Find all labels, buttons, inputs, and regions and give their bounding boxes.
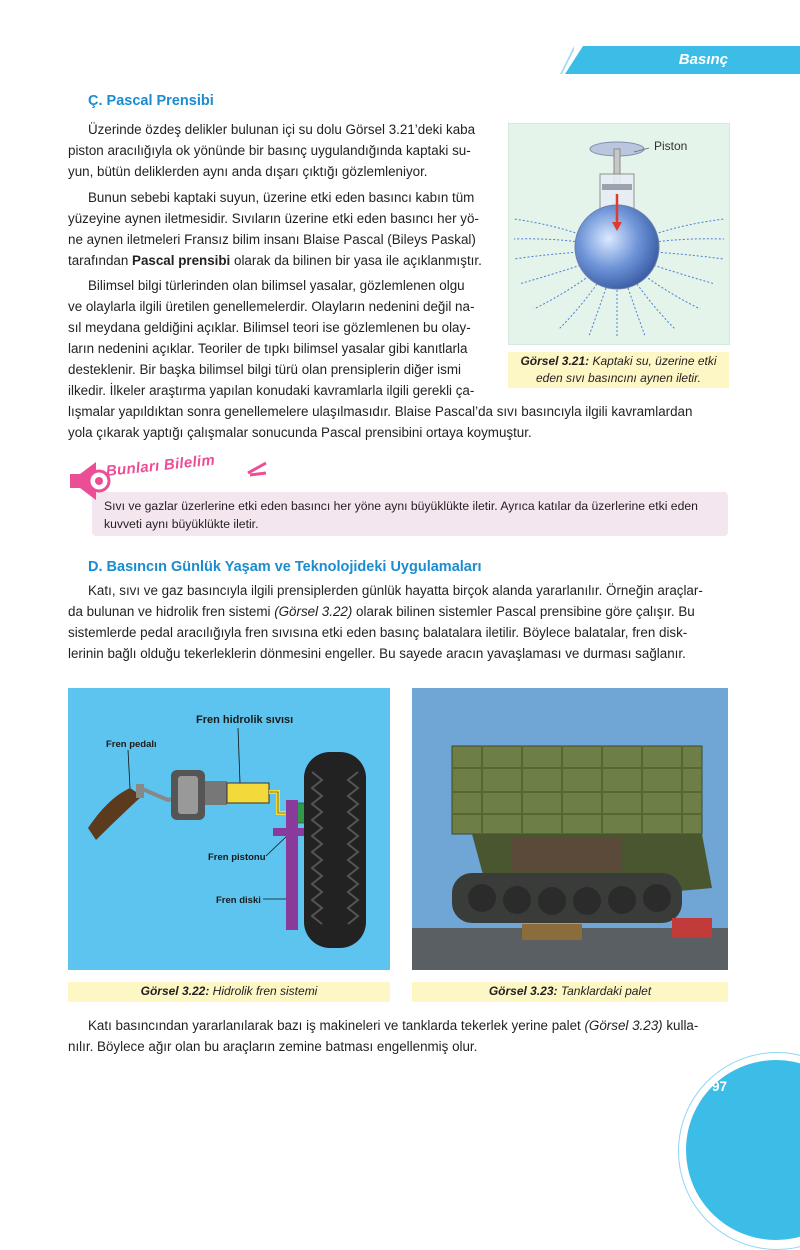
info-box-title: Bunları Bilelim [105, 451, 216, 480]
text-line: sistemlerde pedal aracılığıyla fren sıvısına etki eden basınç balatalara iletilir. Böylece balatalar, fren disk- [68, 625, 688, 640]
text-line: ilkedir. İlkeler araştırma yapılan konudaki kavramlarla ilgili gerekli ça- [68, 383, 475, 398]
page-number: 97 [712, 1079, 728, 1094]
label-brake-piston: Fren pistonu [208, 852, 266, 863]
text-span: tarafından [68, 253, 133, 268]
paragraph-1 [68, 119, 475, 182]
text-line: ne aynen iletmeleri Fransız bilim insanı Blaise Pascal (Bileys Paskal) [68, 232, 476, 247]
paragraph-2 [68, 187, 482, 271]
caption-text: Hidrolik fren sistemi [209, 984, 318, 998]
text-span: da bulunan ve hidrolik fren sistemi [68, 604, 275, 619]
text-line: yun, bütün deliklerden aynı anda dışarı çıktığı gözlemleniyor. [68, 164, 428, 179]
caption-text: Kaptaki su, üzerine etki [589, 354, 717, 368]
text-line: lerinin bağlı olduğu tekerleklerin dönmesini engeller. Bu sayede aracın yavaşlaması ve durması sağlanır. [68, 646, 686, 661]
caption-label: Görsel 3.22: [140, 984, 210, 998]
text-line: ların nedenini açıklar. Teoriler de tıpkı bilimsel yasalar gibi kanıtlarla [68, 341, 468, 356]
text-line: nılır. Böylece ağır olan bu araçların zemine batması engellenmiş olur. [68, 1039, 478, 1054]
pascal-principle-term: Pascal prensibi [132, 253, 231, 268]
section-title-pascal: Ç. Pascal Prensibi [88, 93, 214, 109]
text-line: ve olaylarla ilgili üretilen genellemelerdir. Olayların nedenini değil na- [68, 299, 475, 314]
paragraph-5 [68, 1015, 698, 1057]
text-line: lışmalar yapıldıktan sonra genellemelere ulaşılmasıdır. Blaise Pascal’da sıvı basıncıyla ilgili kavramlardan [68, 404, 693, 419]
text-line: sıl meydana geldiğini açıklar. Bilimsel teori ise gözlemlenen bu olay- [68, 320, 471, 335]
text-span: olarak da bilinen bir yasa ile açıklanmıştır. [230, 253, 482, 268]
text-line: Sıvı ve gazlar üzerlerine etki eden basıncı her yöne aynı büyüklükte iletir. Ayrıca katılar da üzerlerine etki eden [104, 499, 698, 513]
caption-text: eden sıvı basıncını aynen iletir. [536, 371, 701, 385]
hydraulic-brake-diagram [68, 688, 390, 970]
section-title-applications: D. Basıncın Günlük Yaşam ve Teknolojideki Uygulamaları [88, 559, 482, 575]
piston-label: Piston [654, 139, 688, 153]
figure-323-caption [412, 982, 728, 1002]
text-span: Katı basıncından yararlanılarak bazı iş makineleri ve tanklarda tekerlek yerine palet [88, 1018, 585, 1033]
caption-text: Tanklardaki palet [557, 984, 652, 998]
sparkle-icon [246, 459, 268, 477]
tank-illustration [412, 688, 728, 970]
text-line [68, 1015, 698, 1036]
figure-323-tank-photo [412, 688, 728, 970]
text-line: yüzeyine aynen iletmesidir. Sıvıların üzerine etki eden basıncı her yö- [68, 211, 479, 226]
caption-label: Görsel 3.23: [488, 984, 558, 998]
label-brake-disc: Fren diski [216, 895, 261, 906]
text-line [68, 601, 703, 622]
text-line: Bilimsel bilgi türlerinden olan bilimsel yasalar, gözlemlenen olgu [88, 278, 465, 293]
figure-322-caption [68, 982, 390, 1002]
figure-reference: (Görsel 3.22) [274, 604, 353, 619]
text-span: olarak bilinen sistemler Pascal prensibine göre çalışır. Bu [352, 604, 695, 619]
chapter-title: Basınç [678, 51, 728, 68]
text-line: kuvveti aynı büyüklükte iletir. [104, 517, 259, 531]
label-brake-pedal: Fren pedalı [106, 739, 157, 750]
text-span: kulla- [662, 1018, 699, 1033]
figure-321-pascal-flask [508, 123, 730, 345]
paragraph-4 [68, 580, 703, 664]
text-line: yola çıkarak yaptığı çalışmalar sonucunda Pascal prensibini ortaya koymuştur. [68, 425, 532, 440]
text-line: piston aracılığıyla ok yönünde bir basınç uygulandığında kaptaki su- [68, 143, 471, 158]
label-brake-fluid: Fren hidrolik sıvısı [196, 714, 294, 726]
pascal-flask-illustration [509, 124, 729, 344]
text-line [68, 250, 482, 271]
figure-321-caption [508, 352, 729, 388]
text-line: Bunun sebebi kaptaki suyun, üzerine etki eden basıncı kabın tüm [88, 190, 475, 205]
text-line: Katı, sıvı ve gaz basıncıyla ilgili prensiplerden günlük hayatta birçok alanda yararlanılır. Örneğin araçlar- [88, 583, 703, 598]
figure-322-hydraulic-brake [68, 688, 390, 970]
info-box-text [104, 497, 724, 533]
text-line: Üzerinde özdeş delikler bulunan içi su dolu Görsel 3.21’deki kaba [88, 122, 476, 137]
caption-label: Görsel 3.21: [520, 354, 590, 368]
figure-reference: (Görsel 3.23) [584, 1018, 663, 1033]
text-line: desteklenir. Bir başka bilimsel bilgi türü olan prensiplerin diğer ismi [68, 362, 461, 377]
